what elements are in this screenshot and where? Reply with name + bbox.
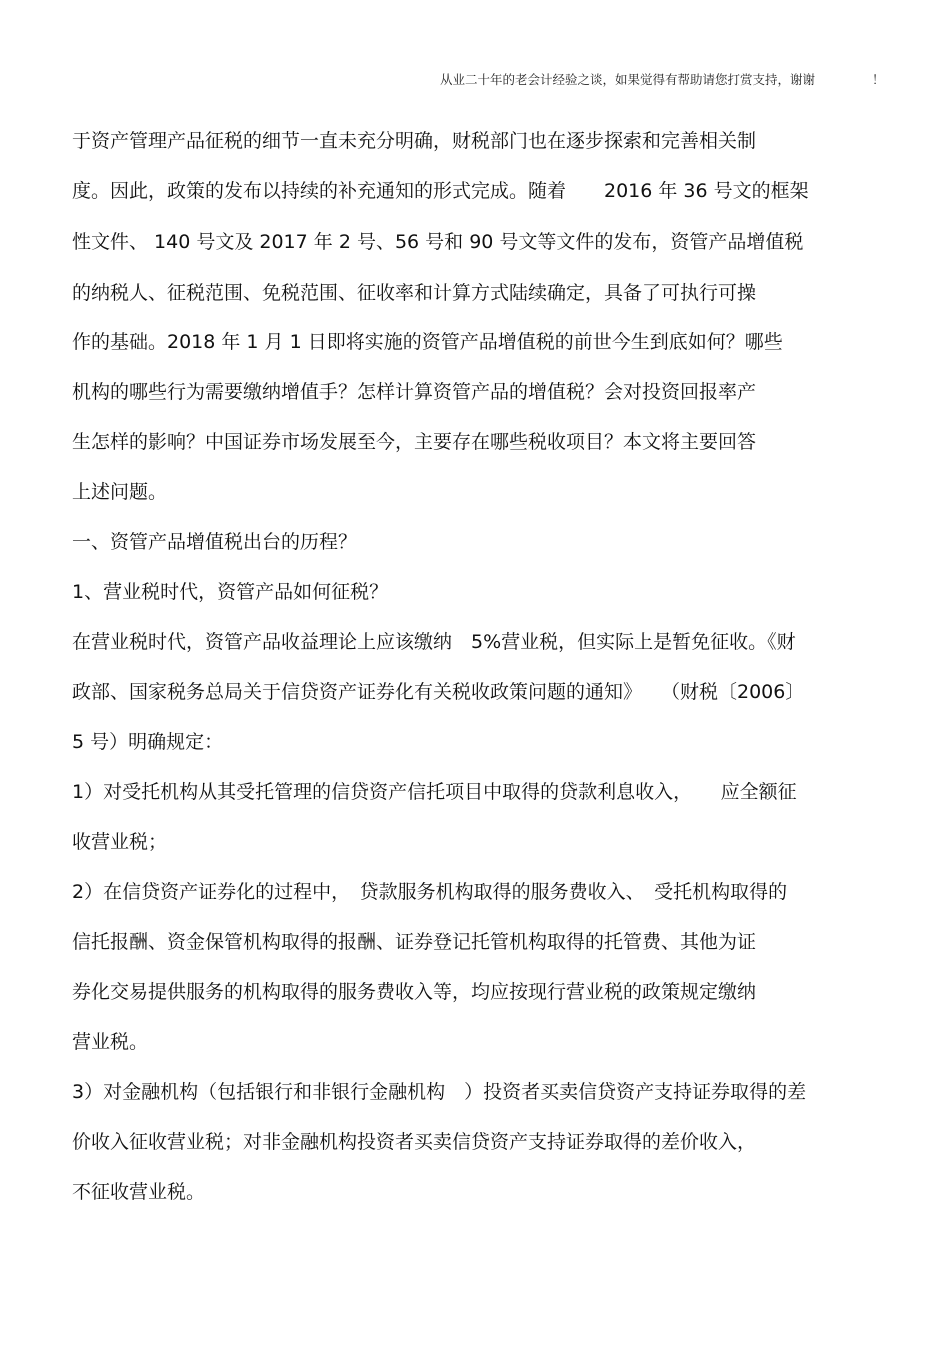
subsection-heading: 1、营业税时代，资管产品如何征税？ — [72, 581, 389, 603]
list-item: 3）对金融机构（包括银行和非银行金融机构 ）投资者买卖信贷资产支持证券取得的差 — [72, 1081, 807, 1103]
body-line: 5 号）明确规定： — [72, 731, 224, 753]
body-line: 上述问题。 — [72, 481, 168, 503]
body-line: 机构的哪些行为需要缴纳增值手？怎样计算资管产品的增值税？会对投资回报率产 — [72, 381, 757, 403]
body-line: 价收入征收营业税；对非金融机构投资者买卖信贷资产支持证券取得的差价收入， — [72, 1131, 757, 1153]
body-line: 生怎样的影响？中国证券市场发展至今，主要存在哪些税收项目？本文将主要回答 — [72, 431, 757, 453]
body-line: 性文件、 140 号文及 2017 年 2 号、56 号和 90 号文等文件的发布，资管产品增值税 — [72, 231, 804, 253]
body-line: 券化交易提供服务的机构取得的服务费收入等，均应按现行营业税的政策规定缴纳 — [72, 981, 757, 1003]
body-line: 于资产管理产品征税的细节一直未充分明确，财税部门也在逐步探索和完善相关制 — [72, 130, 757, 152]
body-line: 信托报酬、资金保管机构取得的报酬、证券登记托管机构取得的托管费、其他为证 — [72, 931, 757, 953]
body-line: 在营业税时代，资管产品收益理论上应该缴纳 5%营业税，但实际上是暂免征收。《财 — [72, 631, 796, 653]
body-line: 的纳税人、征税范围、免税范围、征收率和计算方式陆续确定，具备了可执行可操 — [72, 282, 757, 304]
body-line: 收营业税； — [72, 831, 168, 853]
list-item: 1）对受托机构从其受托管理的信贷资产信托项目中取得的贷款利息收入， 应全额征 — [72, 781, 797, 803]
body-line: 不征收营业税。 — [72, 1181, 206, 1203]
body-line: 营业税。 — [72, 1031, 149, 1053]
header-note: 从业二十年的老会计经验之谈，如果觉得有帮助请您打赏支持，谢谢 — [440, 72, 816, 87]
section-heading: 一、资管产品增值税出台的历程？ — [72, 531, 358, 553]
body-line: 度。因此，政策的发布以持续的补充通知的形式完成。随着 2016 年 36 号文的框架 — [72, 180, 809, 202]
list-item: 2）在信贷资产证券化的过程中， 贷款服务机构取得的服务费收入、 受托机构取得的 — [72, 881, 788, 903]
header-exclamation: ！ — [872, 72, 885, 87]
body-line: 政部、国家税务总局关于信贷资产证券化有关税收政策问题的通知》 （财税〔2006〕 — [72, 681, 805, 703]
body-line: 作的基础。2018 年 1 月 1 日即将实施的资管产品增值税的前世今生到底如何？哪些 — [72, 331, 783, 353]
